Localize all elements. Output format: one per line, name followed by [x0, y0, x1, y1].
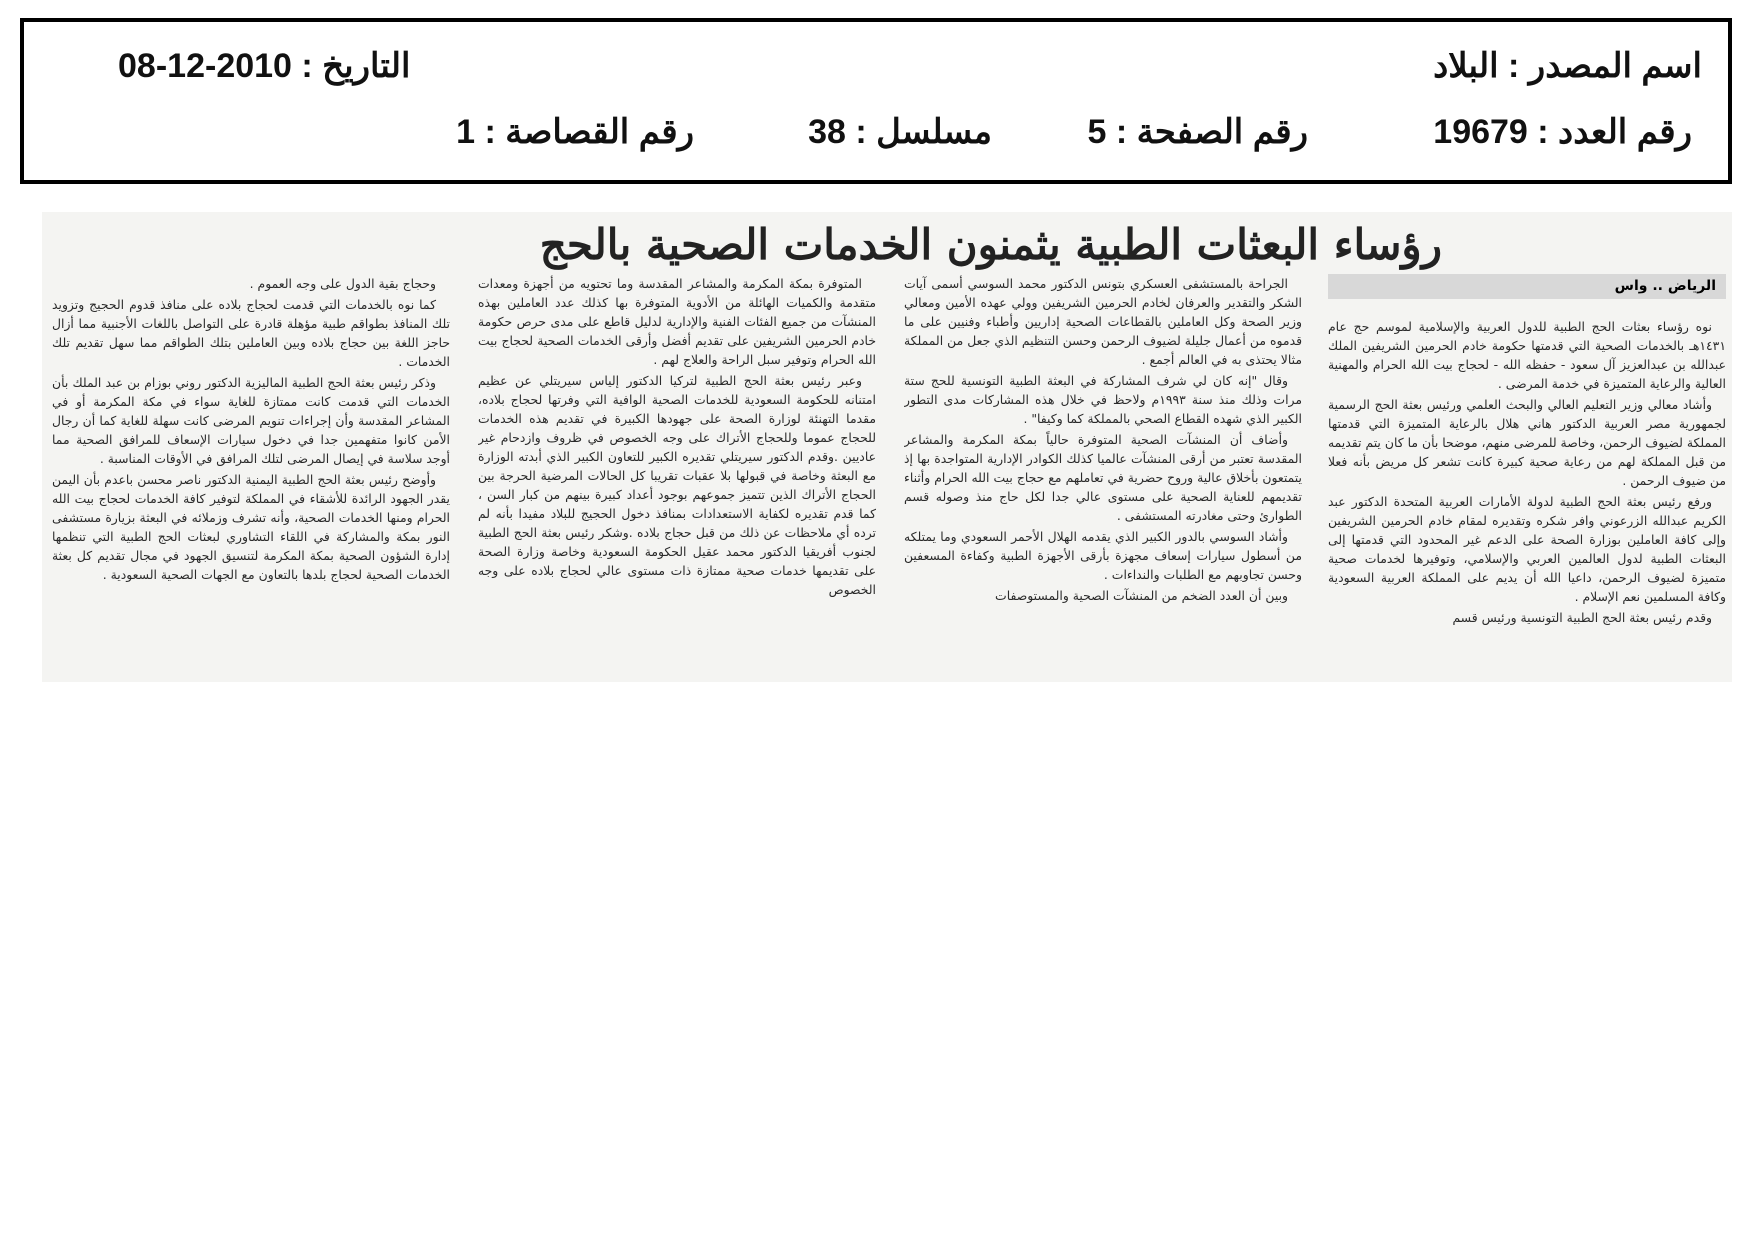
page-label: رقم الصفحة : — [1115, 113, 1308, 151]
paragraph: ورفع رئيس بعثة الحج الطبية لدولة الأمارات العربية المتحدة الدكتور عبد الكريم عبدالله الزرعوني وافر شكره وتقديره لمقام خادم الحرمين الشريفين وإلى كافة العاملين بوزارة الصحة على الدعم غير المحدود التي قدمتها إلى البعثات الطبية لدول العالمين العربي والإسلامي، وتوفيرها لخدمات صحية متميزة لضيوف الرحمن، داعيا الله أن يديم على المملكة العربية السعودية وكافة المسلمين نعم الإسلام . — [1328, 494, 1726, 604]
clipping-header — [20, 18, 1732, 184]
paragraph: وأشاد معالي وزير التعليم العالي والبحث العلمي ورئيس بعثة الحج الرسمية لجمهورية مصر العربية الدكتور هاني هلال بالرعاية المتميزة التي قدمتها المملكة لضيوف الرحمن، وخاصة للمرضى منهم، موضحا بأن ما كان يتم تقديمه من قبل المملكة لهم من رعاية صحية كبيرة كانت تشعر كل مريض بأنه فعلا من ضيوف الرحمن . — [1328, 397, 1726, 488]
clip-number-label: رقم القصاصة : — [484, 113, 694, 151]
issue-value: 19679 — [1433, 113, 1528, 151]
paragraph: المتوفرة بمكة المكرمة والمشاعر المقدسة وما تحتويه من أجهزة ومعدات متقدمة والكميات الهائلة من الأدوية المتوفرة بها كذلك عدد العاملين بهذه المنشآت من جميع الفئات الفنية والإدارية لدليل قاطع على مدى حرص حكومة خادم الحرمين الشريفين على تقديم أفضل وأرقى الخدمات الصحية لحجاج بيت الله الحرام وتوفير سبل الراحة والعلاج لهم . — [478, 276, 876, 367]
clip-number-field — [456, 112, 694, 152]
article-column-3 — [478, 274, 876, 674]
serial-value: 38 — [808, 113, 846, 151]
paragraph: وبين أن العدد الضخم من المنشآت الصحية والمستوصفات — [995, 588, 1288, 603]
clip-number-value: 1 — [456, 113, 476, 151]
paragraph: وذكر رئيس بعثة الحج الطبية الماليزية الدكتور روني بوزام بن عبد الملك بأن الخدمات التي قدمت كانت ممتازة للغاية سواء في مكة المكرمة أو في المشاعر المقدسة وأن إجراءات تنويم المرضى كانت سهلة للغاية كما أن رجال الأمن كانوا متفهمين جدا في دخول سيارات الإسعاف للمرافق الصحية مما أوجد سلاسة في إيصال المرضى لتلك المرافق في الأوقات المناسبة . — [52, 375, 450, 466]
page-field — [1087, 112, 1308, 152]
date-field — [118, 46, 410, 86]
paragraph: وعبر رئيس بعثة الحج الطبية لتركيا الدكتور إلياس سيريتلي عن عظيم امتنانه للحكومة السعودية للخدمات الصحية الوافية التي وفرتها لحجاج بلاده، مقدما التهنئة لوزارة الصحة على جهودها الكبيرة في تقديم هذه الخدمات للحجاج عموما وللحجاج الأتراك على وجه الخصوص في ظروف وازدحام غير عاديين .وقدم الدكتور سيريتلي تقديره الكبير للتعاون الكبير الذي أبدته الوزارة مع البعثة وخاصة في قبولها بلا عقبات تقريبا كل الحالات المرضية الحرجة بين الحجاج الأتراك الذين تتميز جموعهم بوجود أعداد كبيرة بينهم من كبار السن ، كما قدم تقديره لكفاية الاستعدادات بمنافذ دخول الحجيج للبلاد مفيدا بأنه لم ترده أي ملاحظات عن ذلك من قبل حجاج بلاده .وشكر رئيس بعثة الحج الطبية لجنوب أفريقيا الدكتور محمد عقيل الحكومة السعودية وخاصة وزارة الصحة على تقديمها خدمات صحية ممتازة ذات مستوى عالي لحجاج بلاده على وجه الخصوص — [478, 373, 876, 597]
newspaper-clipping — [42, 212, 1732, 682]
source-field — [1433, 46, 1702, 86]
serial-field — [808, 112, 992, 152]
issue-field — [1433, 112, 1692, 152]
article-column-1 — [1328, 274, 1726, 674]
article-headline: رؤساء البعثات الطبية يثمنون الخدمات الصحية بالحج — [539, 220, 1442, 269]
paragraph: وقال "إنه كان لي شرف المشاركة في البعثة الطبية التونسية للحج ستة مرات وذلك منذ سنة ١٩٩٣م ولاحظ في خلال هذه المشاركات مدى التطور الكبير الذي شهده القطاع الصحي بالمملكة كما وكيفا" . — [904, 373, 1302, 426]
article-column-4 — [52, 274, 450, 674]
paragraph: كما نوه بالخدمات التي قدمت لحجاج بلاده على منافذ قدوم الحجيج وتزويد تلك المنافذ بطواقم طبية مؤهلة قادرة على التواصل باللغات الأجنبية مما أزال حاجز اللغة بين حجاج بلاده وبين العاملين بتلك الطواقم مما سهل تقديم تلك الخدمات . — [52, 297, 450, 369]
source-label: اسم المصدر : البلاد — [1433, 47, 1702, 85]
paragraph: الجراحة بالمستشفى العسكري بتونس الدكتور محمد السوسي أسمى آيات الشكر والتقدير والعرفان لخادم الحرمين الشريفين وولي عهده الأمين ومعالي وزير الصحة وكل العاملين بالقطاعات الصحية إداريين وأطباء وفنيين على ما قدموه من أعمال جليلة لضيوف الرحمن وحسن التنظيم الذي جعل من المملكة مثالا يحتذى به في العالم أجمع . — [904, 276, 1302, 367]
article-dateline: الرياض .. واس — [1328, 274, 1726, 299]
paragraph: نوه رؤساء بعثات الحج الطبية للدول العربية والإسلامية لموسم حج عام ١٤٣١هـ بالخدمات الصحية التي قدمتها حكومة خادم الحرمين الشريفين الملك عبدالله بن عبدالعزيز آل سعود - حفظه الله - لحجاج بيت الله الحرام والمهنية العالية والرعاية المتميزة في خدمة المرضى . — [1328, 319, 1726, 391]
paragraph: وأضاف أن المنشآت الصحية المتوفرة حالياً بمكة المكرمة والمشاعر المقدسة تعتبر من أرقى المنشآت عالميا كذلك الكوادر الإدارية المتواجدة بها إذ يتمتعون بأخلاق عالية وروح حضرية في تعاملهم مع حجاج بيت الله الحرام وأثناء تقديمهم للعناية الصحية على مستوى عالي جدا لكل حاج منذ وصوله قسم الطوارئ وحتى مغادرته المستشفى . — [904, 432, 1302, 523]
date-value: 2010-12-08 — [118, 47, 292, 85]
date-label: التاريخ : — [301, 47, 411, 85]
paragraph: وأشاد السوسي بالدور الكبير الذي يقدمه الهلال الأحمر السعودي وما يمتلكه من أسطول سيارات إسعاف مجهزة بأرقى الأجهزة الطبية وكفاءة المسعفين وحسن تجاوبهم مع الطلبات والنداءات . — [904, 529, 1302, 582]
article-column-2 — [904, 274, 1302, 674]
paragraph: وقدم رئيس بعثة الحج الطبية التونسية ورئيس قسم — [1452, 610, 1712, 625]
paragraph: وحجاج بقية الدول على وجه العموم . — [249, 276, 436, 291]
paragraph: وأوضح رئيس بعثة الحج الطبية اليمنية الدكتور ناصر محسن باعدم بأن اليمن يقدر الجهود الرائدة للأشقاء في المملكة لتوفير كافة الخدمات لحجاج بيت الله الحرام ومنها الخدمات الصحية، وأنه تشرف وزملائه في البعثة بزيارة مستشفى النور بمكة والمشاركة في اللقاء التشاوري لبعثات الحج الطبية التي تنظمها إدارة الشؤون الصحية بمكة المكرمة لتنسيق الجهود في مجال تقديم كل بعثة الخدمات الصحية لحجاج بلدها بالتعاون مع الجهات الصحية السعودية . — [52, 472, 450, 582]
page-value: 5 — [1087, 113, 1107, 151]
issue-label: رقم العدد : — [1537, 113, 1692, 151]
serial-label: مسلسل : — [855, 113, 992, 151]
